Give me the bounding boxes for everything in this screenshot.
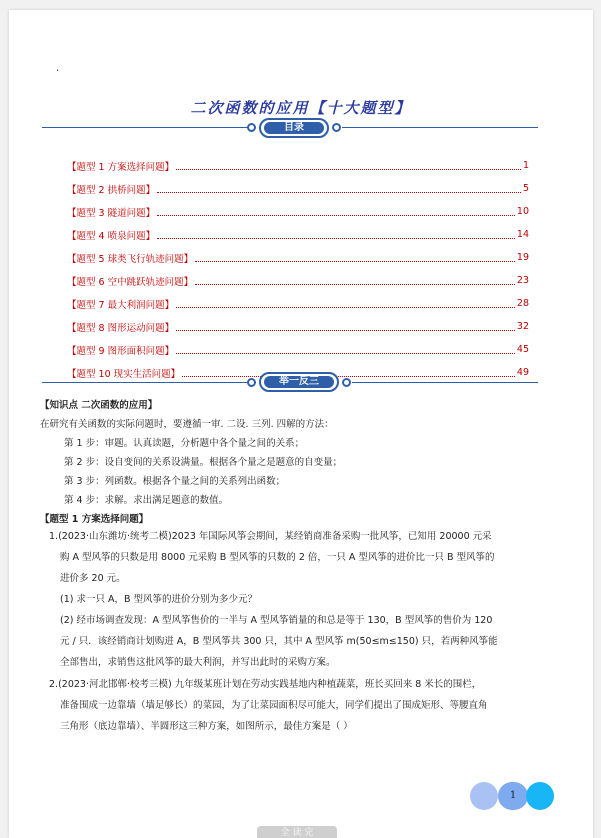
knowledge-heading: 【知识点 二次函数的应用】 (40, 400, 158, 411)
toc-divider-left (42, 127, 248, 128)
toc-item-page: 45 (516, 344, 529, 355)
knowledge-intro: 在研究有关函数的实际问题时，要遵循一审. 二设. 三列. 四解的方法： (40, 419, 334, 430)
toc-item[interactable] (67, 269, 529, 292)
toc-item-page: 32 (516, 321, 529, 332)
toc-leader-dots (157, 208, 515, 216)
toc-item[interactable] (67, 292, 529, 315)
page-indicator[interactable] (470, 782, 560, 810)
toc-pill (259, 118, 329, 138)
knowledge-step: 第 2 步：设自变间的关系设满量。根据各个量之是题意的自变量； (64, 457, 343, 468)
toc-item-page: 23 (516, 275, 529, 286)
toc-leader-dots (195, 254, 515, 262)
question-1 (49, 526, 554, 673)
toc-item[interactable] (67, 154, 529, 177)
toc-pill-label: 目录 (264, 122, 324, 134)
toc-item-page: 28 (516, 298, 529, 309)
question-number: 2. (49, 679, 59, 690)
top-toolbar-strip (0, 0, 601, 10)
toc-item-label: 【题型 5 球类飞行轨迹问题】 (67, 253, 194, 265)
question-number: 1. (49, 531, 59, 542)
toc-item-page: 5 (522, 183, 529, 194)
toc-item-page: 14 (516, 229, 529, 240)
question-line: 元 / 只．该经销商计划购进 A，B 型风筝共 300 只，其中 A 型风筝 m(50≤m≤150) 只，若两种风筝能 (60, 636, 498, 647)
read-all-button[interactable]: 全 读 完 (257, 826, 337, 838)
toc-divider-knob-left (247, 123, 256, 132)
toc-item-label: 【题型 7 最大利润问题】 (67, 299, 175, 311)
toc-divider-knob-right (332, 123, 341, 132)
toc-leader-dots (176, 162, 521, 170)
question-2 (49, 674, 554, 737)
toc-item-page: 19 (516, 252, 529, 263)
section-divider-knob-right (342, 378, 351, 387)
section-pill (259, 372, 339, 392)
section-pill-label: 举一反三 (264, 376, 334, 388)
page-mark: · (56, 66, 60, 77)
toc-item-page: 10 (516, 206, 529, 217)
toc-item[interactable] (67, 315, 529, 338)
toc-item-page: 49 (516, 367, 529, 378)
type1-heading: 【题型 1 方案选择问题】 (40, 514, 149, 525)
toc-leader-dots (182, 369, 515, 377)
document-title: 二次函数的应用【十大题型】 (190, 99, 412, 117)
prev-page-button[interactable] (470, 782, 498, 810)
toc-leader-dots (157, 231, 515, 239)
question-line: 进价多 20 元。 (60, 573, 126, 584)
question-line: (1) 求一只 A，B 型风筝的进价分别为多少元？ (60, 594, 258, 605)
next-page-button[interactable] (526, 782, 554, 810)
toc-item[interactable] (67, 177, 529, 200)
knowledge-step: 第 1 步：审题。认真读题，分析题中各个量之间的关系； (64, 438, 305, 449)
toc-leader-dots (195, 277, 515, 285)
knowledge-step: 第 3 步：列函数。根据各个量之间的关系列出函数； (64, 476, 286, 487)
document-page (9, 10, 593, 838)
question-line: (2) 经市场调查发现：A 型风筝售价的一半与 A 型风筝销量的和总是等于 130，B 型风筝的售价为 120 (60, 615, 493, 626)
question-line: 全部售出，求销售这批风筝的最大利润，并写出此时的采购方案。 (60, 657, 336, 668)
current-page-number: 1 (498, 782, 528, 810)
toc-divider-right (342, 127, 538, 128)
toc-item-label: 【题型 3 隧道问题】 (67, 207, 156, 219)
toc-leader-dots (157, 185, 521, 193)
knowledge-block (40, 396, 555, 529)
table-of-contents (67, 154, 529, 384)
toc-item-label: 【题型 6 空中跳跃轨迹问题】 (67, 276, 194, 288)
toc-leader-dots (176, 346, 515, 354)
section-divider-knob-left (247, 378, 256, 387)
toc-item-page: 1 (522, 160, 529, 171)
question-line: 三角形（底边靠墙）、半圆形这三种方案，如图所示，最佳方案是（ ） (60, 721, 353, 732)
question-line: 准备围成一边靠墙（墙足够长）的菜园，为了让菜园面积尽可能大，同学们提出了围成矩形、等腰直角 (60, 700, 488, 711)
toc-item-label: 【题型 4 喷泉问题】 (67, 230, 156, 242)
question-line: (2023·山东潍坊·统考二模)2023 年国际风筝会期间，某经销商准备采购一批风筝，已知用 20000 元采 (58, 531, 492, 542)
toc-item-label: 【题型 2 拱桥问题】 (67, 184, 156, 196)
toc-leader-dots (176, 300, 515, 308)
toc-item-label: 【题型 1 方案选择问题】 (67, 161, 175, 173)
toc-item-label: 【题型 8 图形运动问题】 (67, 322, 175, 334)
question-line: (2023·河北邯郸·校考三模) 九年级某班计划在劳动实践基地内种植蔬菜，班长买回来 8 米长的围栏， (58, 679, 482, 690)
section-divider-left (42, 382, 248, 383)
section-divider-right (352, 382, 538, 383)
toc-item[interactable] (67, 338, 529, 361)
question-line: 购 A 型风筝的只数是用 8000 元采购 B 型风筝的只数的 2 倍，一只 A 型风筝的进价比一只 B 型风筝的 (60, 552, 495, 563)
toc-item-label: 【题型 10 现实生活问题】 (67, 368, 181, 380)
toc-item-label: 【题型 9 图形面积问题】 (67, 345, 175, 357)
toc-item[interactable] (67, 223, 529, 246)
knowledge-step: 第 4 步：求解。求出满足题意的数值。 (64, 495, 229, 506)
toc-item[interactable] (67, 200, 529, 223)
toc-leader-dots (176, 323, 515, 331)
toc-item[interactable] (67, 246, 529, 269)
